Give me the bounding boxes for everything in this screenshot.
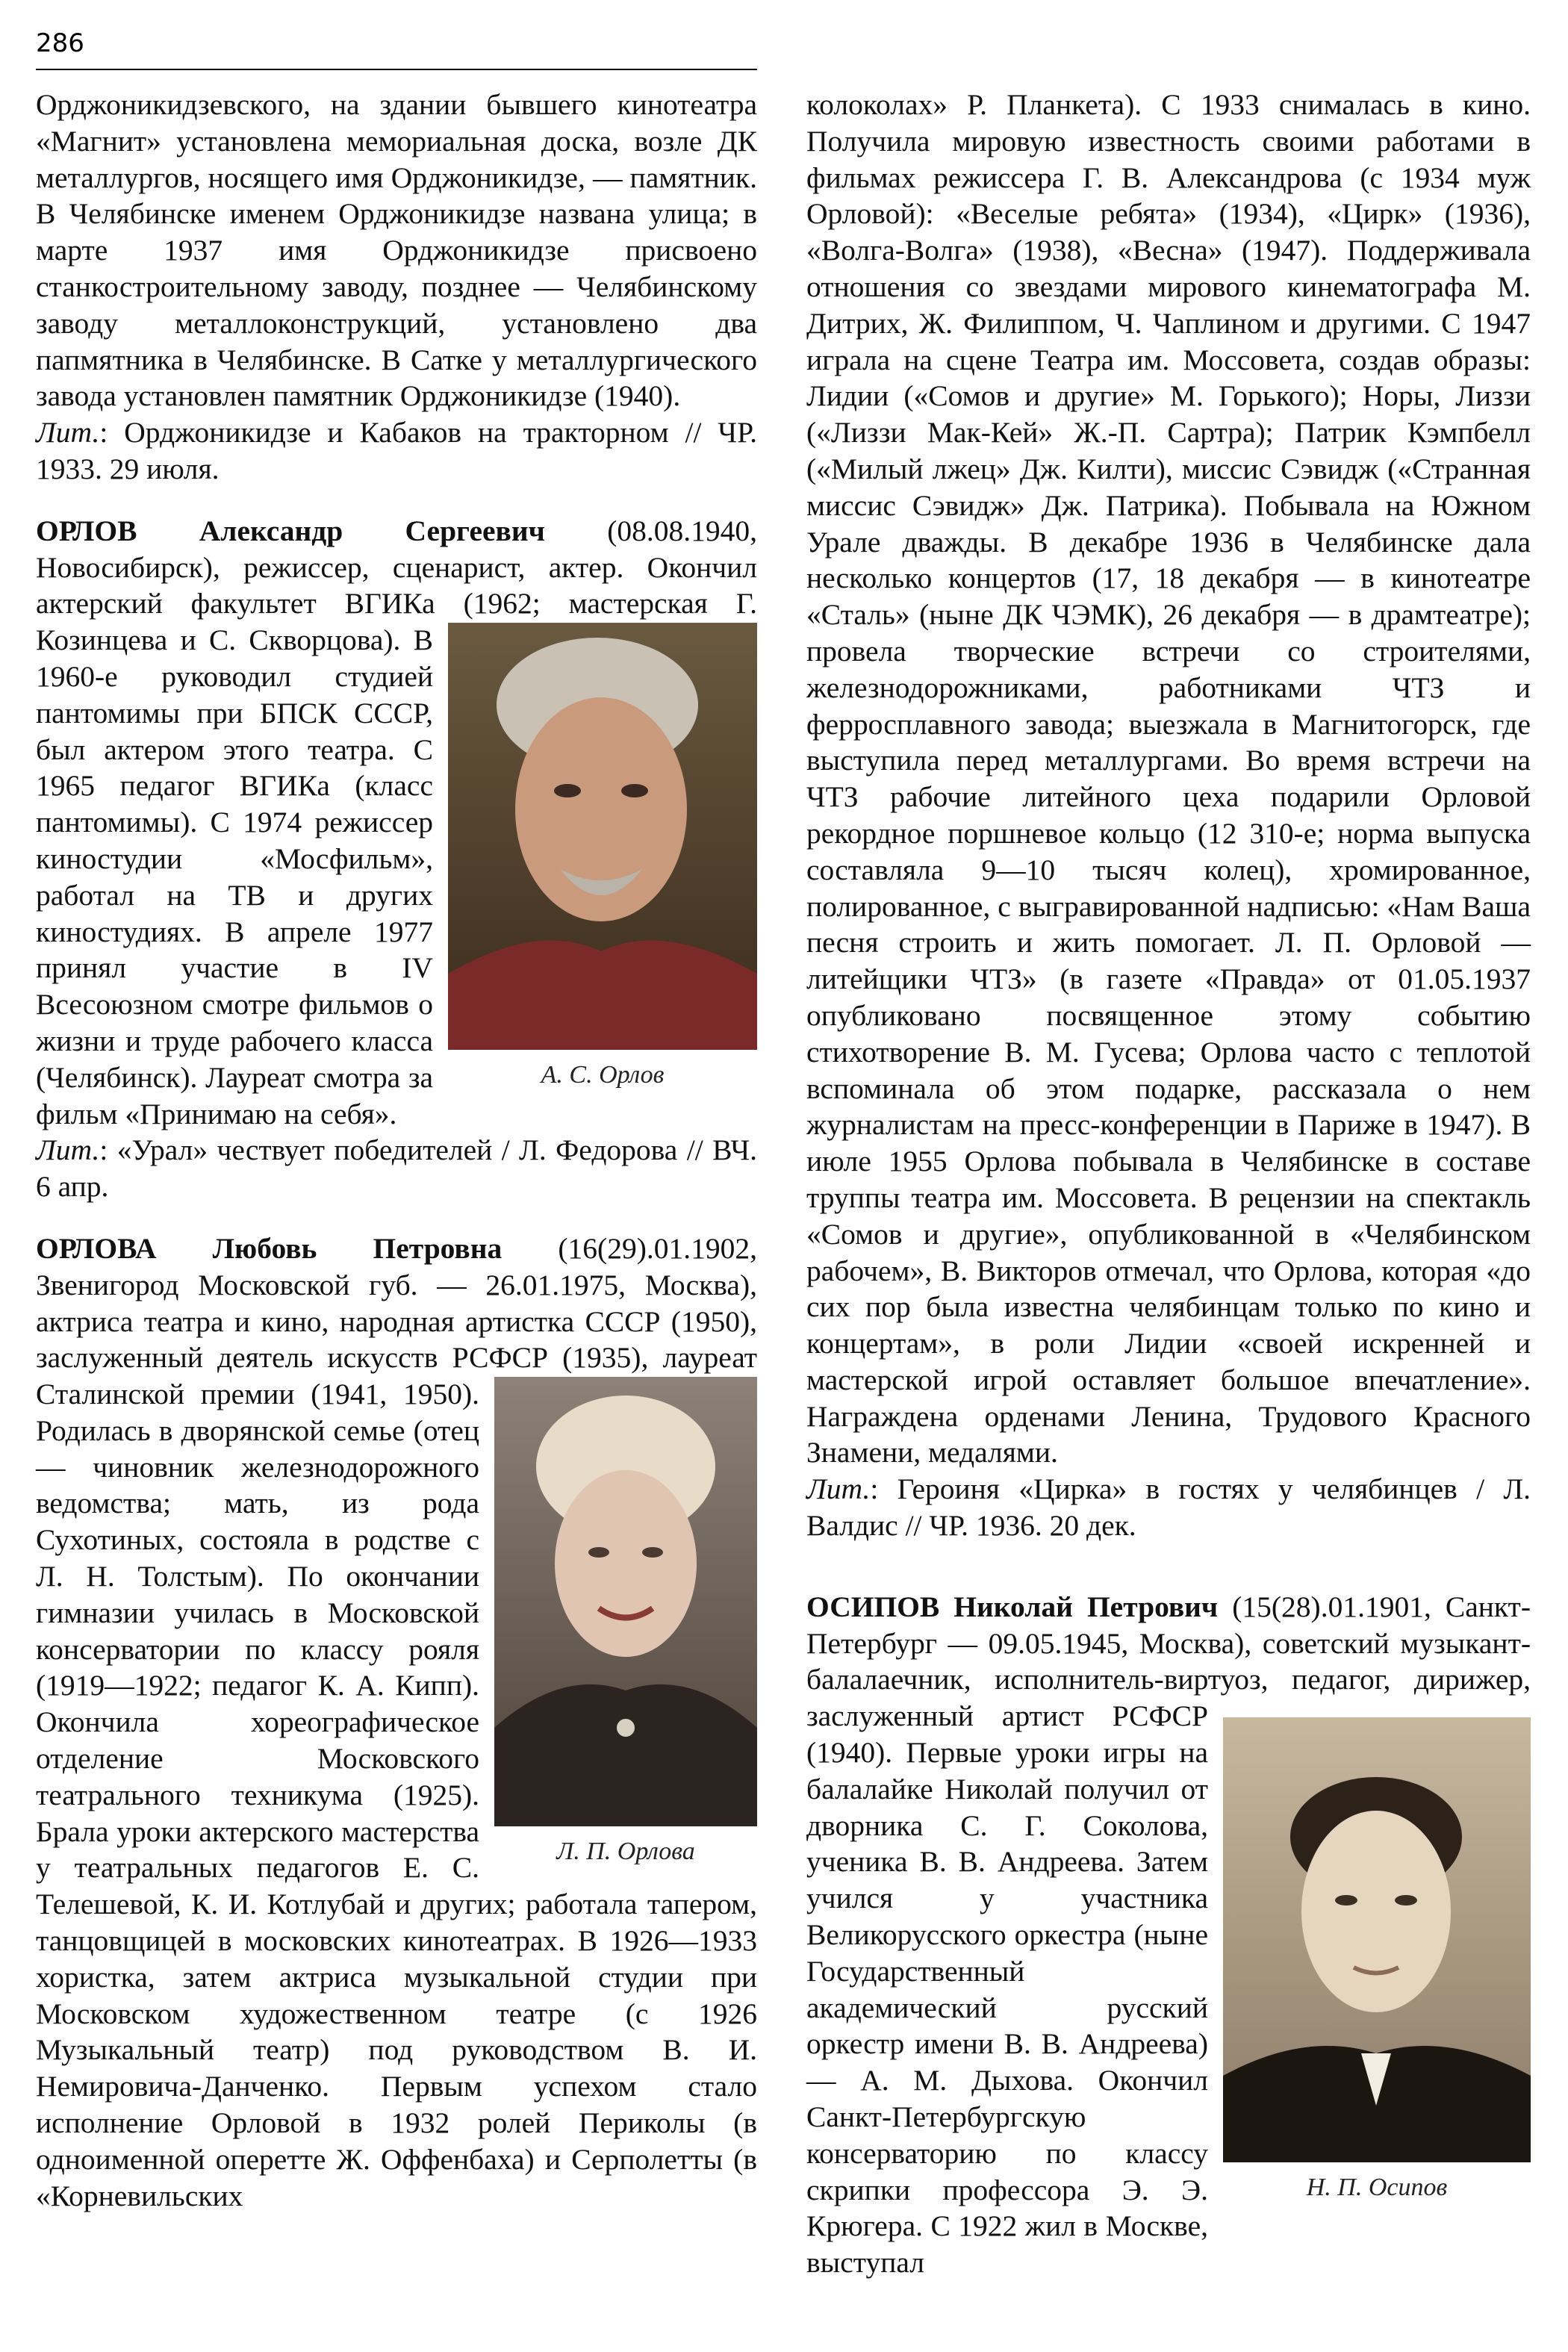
orlova-literature: Лит.: Героиня «Цирка» в гостях у челябинцев / Л. Валдис // ЧР. 1936. 20 дек.	[806, 1472, 1531, 1543]
lit-label: Лит.	[806, 1472, 871, 1506]
portrait-orlov-photo	[448, 623, 757, 1050]
intro-literature: Лит.: Орджоникидзе и Кабаков на тракторном // ЧР. 1933. 29 июля.	[36, 416, 757, 485]
entry-orlova-text: ОРЛОВА Любовь Петровна (16(29).01.1902, Звенигород Московской губ. — 26.01.1975, Москва), актриса театра и кино, народная артистка СССР (1950), заслуженный деятель искусств РСФСР (1935), лауреат Сталинской премии (1941, 1950). Родилась в дворянской семье (отец — чиновник железнодорожного ведомства; мать, из рода Сухотиных, состояла в родстве с Л. Н. Толстым). По окончании гимназии училась в Московской консерватории по классу рояля (1919—1922; педагог К. А. Кипп). Окончила хореографическое отделение Московского театрального техникума (1925). Брала уроки актерского мастерства у театральных педагогов Е. С. Телешевой, К. И. Котлубай и других; работала тапером, танцовщицей в московских кинотеатрах. В 1926—1933 хористка, затем актриса музыкальной студии при Московском художественном театре (с 1926 Музыкальный театр) под руководством В. И. Немировича-Данченко. Первым успехом стало исполнение Орловой в 1932 ролей Периколы (в одноименной оперетте Ж. Оффенбаха) и Серполетты (в «Корневильских	[36, 1231, 757, 2212]
caption-orlova: Л. П. Орлова	[556, 1838, 695, 1865]
orlova-continuation: колоколах» Р. Планкета). С 1933 снималась в кино. Получила мировую известность своими работами в фильмах режиссера Г. В. Александрова (с 1934 муж Орловой): «Веселые ребята» (1934), «Цирк» (1936), «Волга-Волга» (1938), «Весна» (1947). Поддерживала отношения со звездами мирового кинематографа М. Дитрих, Ж. Филиппом, Ч. Чаплином и другими. С 1947 играла на сцене Театра им. Моссовета, создав образы: Лидии («Сомов и другие» М. Горького); Норы, Лиззи («Лиззи Мак-Кей» Ж.-П. Сартра); Патрик Кэмпбелл («Милый лжец» Дж. Килти), миссис Сэвидж («Странная миссис Сэвидж» Дж. Патрика). Побывала на Южном Урале дважды. В декабре 1936 в Челябинске дала несколько концертов (17, 18 декабря — в кинотеатре «Сталь» (ныне ДК ЧЭМК), 26 декабря — в драмтеатре); провела творческие встречи со строителями, железнодорожниками, работниками ЧТЗ и ферросплавного завода; выезжала в Магнитогорск, где выступила перед металлургами. Во время встречи на ЧТЗ рабочие литейного цеха подарили Орловой рекордное поршневое кольцо (12 310-е; норма выпуска составляла 9—10 тысяч колец), хромированное, полированное, с выгравированной надписью: «Нам Ваша песня строить и жить помогает. Л. П. Орловой — литейщики ЧТЗ» (в газете «Правда» от 01.05.1937 опубликовано посвященное этому событию стихотворение В. М. Гусева; Орлова часто с теплотой вспоминала об этом подарке, рассказала о нем журналистам на пресс-конференции в Париже в 1947). В июле 1955 Орлова побывала в Челябинске в составе труппы театра им. Моссовета. В рецензии на спектакль «Сомов и другие», опубликованной в «Челябинском рабочем», В. Викторов отмечал, что Орлова, которая «до сих пор была известна челябинцам только по кино и концертам», в роли Лидии «своей искренней и мастерской игрой оставляет большое впечатление». Награждена орденами Ленина, Трудового Красного Знамени, медалями.	[806, 88, 1531, 1469]
entry-name: ОРЛОВ Александр Сергеевич	[36, 514, 545, 547]
left-column	[36, 87, 757, 2214]
entry-name: ОРЛОВА Любовь Петровна	[36, 1231, 503, 1265]
entry-orlov-text: ОРЛОВ Александр Сергеевич (08.08.1940, Новосибирск), режиссер, сценарист, актер. Окончил актерский факультет ВГИКа (1962; мастерская Г. Козинцева и С. Скворцова). В 1960-е руководил студией пантомимы при БПСК СССР, был актером этого театра. С 1965 педагог ВГИКа (класс пантомимы). С 1974 режиссер киностудии «Мосфильм», работал на ТВ и других киностудиях. В апреле 1977 принял участие в IV Всесоюзном смотре фильмов о жизни и труде рабочего класса (Челябинск). Лауреат смотра за фильм «Принимаю на себя».	[36, 514, 757, 1130]
lit-label: Лит.	[36, 1133, 100, 1167]
portrait-orlov-figure	[448, 623, 757, 1090]
header-rule	[36, 69, 757, 70]
caption-osipov: Н. П. Осипов	[1306, 2174, 1448, 2201]
caption-orlov: А. С. Орлов	[541, 1061, 665, 1089]
portrait-orlova-photo	[494, 1377, 757, 1826]
page-number: 286	[36, 28, 84, 58]
entry-name: ОСИПОВ Николай Петрович	[806, 1590, 1219, 1623]
entry-osipov-text: ОСИПОВ Николай Петрович (15(28).01.1901, Санкт-Петербург — 09.05.1945, Москва), советский музыкант-балалаечник, исполнитель-виртуоз, педагог, дирижер, заслуженный артист РСФСР (1940). Первые уроки игры на балалайке Николай получил от дворника С. Г. Соколова, ученика В. В. Андреева. Затем учился у участника Великорусского оркестра (ныне Государственный академический русский оркестр имени В. В. Андреева) — А. М. Дыхова. Окончил Санкт-Петербургскую консерваторию по классу скрипки профессора Э. Э. Крюгера. С 1922 жил в Москве, выступал	[806, 1590, 1531, 2280]
right-column	[806, 87, 1531, 2281]
portrait-orlova-figure	[494, 1377, 757, 1867]
lit-label: Лит.	[36, 416, 100, 449]
entry-orlov-literature: Лит.: «Урал» чествует победителей / Л. Федорова // ВЧ. 6 апр.	[36, 1133, 757, 1204]
intro-paragraph: Орджоникидзевского, на здании бывшего кинотеатра «Магнит» установлена мемориальная доска, возле ДК металлургов, носящего имя Орджоникидзе, — памятник. В Челябинске именем Орджоникидзе названа улица; в марте 1937 имя Орджоникидзе присвоено станкостроительному заводу, позднее — Челябинскому заводу металлоконструкций, установлено два папмятника в Челябинске. В Сатке у металлургического завода установлен памятник Орджоникидзе (1940).	[36, 88, 757, 413]
